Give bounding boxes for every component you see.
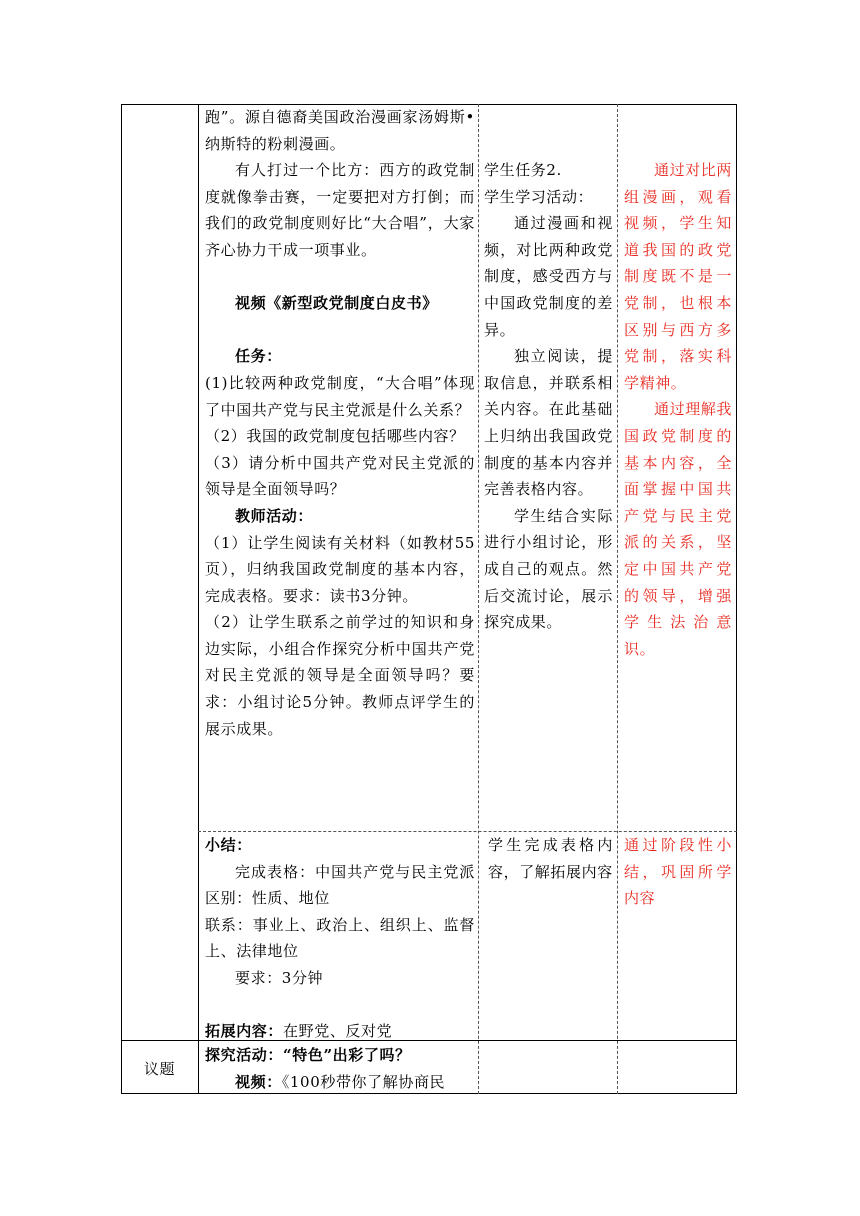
column-divider	[478, 104, 479, 1094]
column-divider	[198, 104, 199, 1094]
summary-text: 完成表格：中国共产党与民主党派区别：性质、地位	[205, 862, 475, 908]
stage-cell	[121, 1056, 198, 1083]
student-task-label: 学生任务2.	[484, 161, 562, 179]
column-divider	[617, 104, 618, 1094]
extend-text: 在野党、反对党	[283, 1022, 393, 1041]
intent-summary-cell	[624, 832, 732, 912]
intent-summary-text: 通过阶段性小结，巩固所学内容	[624, 836, 732, 908]
design-intent-text: 通过理解我国政党制度的基本内容，全面掌握中国共产党与民主党派的关系，坚定中国共产党的领导，增强学生法治意识。	[624, 400, 733, 658]
task-item: （2）我国的政党制度包括哪些内容？	[205, 427, 465, 446]
activity-text: “特色”出彩了吗？	[283, 1046, 411, 1064]
video-label: 视频：	[235, 1072, 282, 1091]
video-title: 视频《新型政党制度白皮书》	[235, 294, 438, 313]
student-activity-cell	[484, 157, 613, 636]
teacher-heading: 教师活动：	[235, 506, 314, 525]
design-intent-text: 通过对比两组漫画，观看视频，学生知道我国的政党制度既不是一党制，也根本区别与西方多党制，落实科学精神。	[624, 161, 733, 392]
teacher-item: （2）让学生联系之前学过的知识和身边实际，小组合作探究分析中国共产党对民主党派的领导是全面领导吗？要求：小组讨论5分钟。教师点评学生的展示成果。	[205, 613, 475, 738]
teacher-item: （1）让学生阅读有关材料（如教材55页），归纳我国政党制度的基本内容，完成表格。要求：读书3分钟。	[205, 533, 475, 605]
analogy-text: 有人打过一个比方：西方的政党制度就像拳击赛，一定要把对方打倒；而我们的政党制度则好比“大合唱”，大家齐心协力干成一项事业。	[205, 161, 475, 259]
stage-label: 议题	[143, 1060, 176, 1078]
summary-cell	[205, 832, 475, 1045]
activity-label: 探究活动：	[205, 1046, 284, 1064]
content-cell	[205, 104, 475, 742]
student-activity-text: 学生结合实际进行小组讨论，形成自己的观点。然后交流讨论，展示探究成果。	[484, 506, 613, 632]
activity-cell	[205, 1042, 480, 1095]
task-item: （3）请分析中国共产党对民主党派的领导是全面领导吗？	[205, 453, 475, 499]
summary-text: 联系：事业上、政治上、组织上、监督上、法律地位	[205, 915, 475, 961]
student-activity-text: 独立阅读，提取信息，并联系相关内容。在此基础上归纳出我国政党制度的基本内容并完善表格内容。	[484, 347, 613, 499]
student-summary-cell	[488, 832, 613, 885]
task-heading: 任务：	[235, 347, 282, 366]
student-activity-label: 学生学习活动：	[484, 187, 594, 206]
student-activity-text: 通过漫画和视频，对比两种政党制度，感受西方与中国政党制度的差异。	[484, 214, 613, 339]
summary-text: 要求：3分钟	[235, 968, 324, 987]
extend-label: 拓展内容：	[205, 1022, 284, 1041]
design-intent-cell	[624, 157, 732, 662]
video-text: 《100秒带你了解协商民	[281, 1072, 446, 1091]
comic-source-text: 跑”。源自德裔美国政治漫画家汤姆斯•纳斯特的粉刺漫画。	[205, 108, 475, 153]
task-item: (1)比较两种政党制度，“大合唱”体现了中国共产党与民主党派是什么关系？	[205, 373, 475, 419]
student-summary-text: 学生完成表格内容，了解拓展内容	[488, 836, 613, 881]
summary-heading: 小结：	[205, 836, 252, 854]
